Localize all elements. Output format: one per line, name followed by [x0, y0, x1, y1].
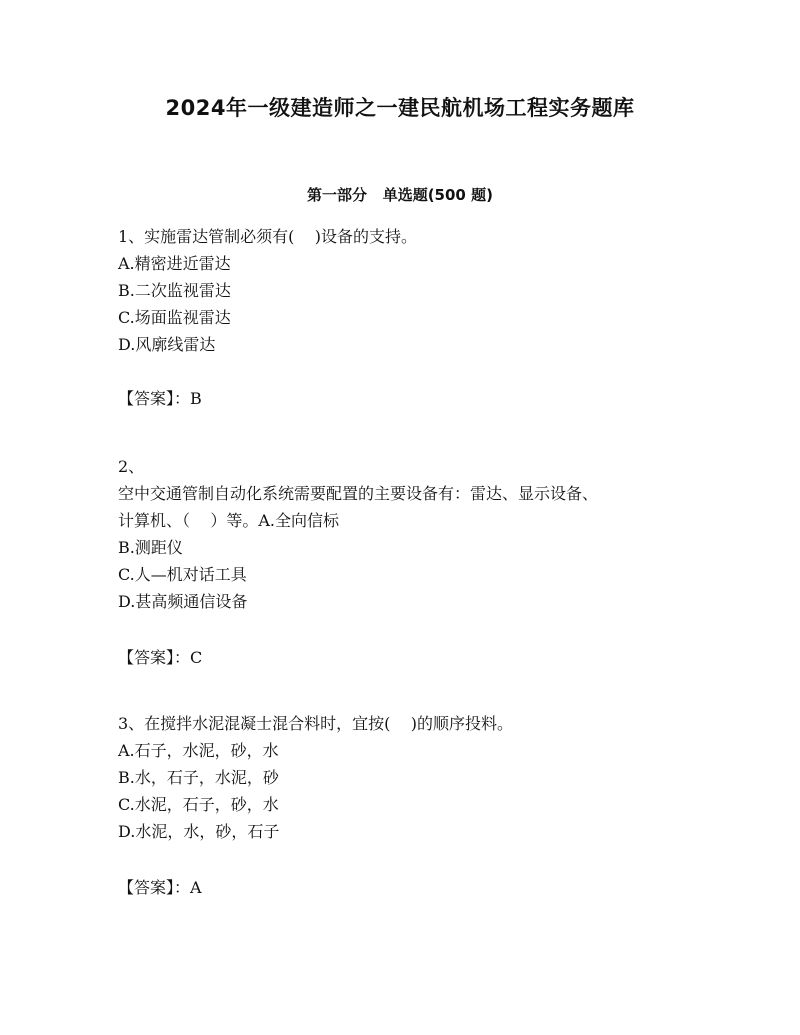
question-1-answer: 【答案】：B — [118, 389, 202, 408]
question-2-option-d: D.甚高频通信设备 — [118, 592, 248, 611]
question-1-option-d: D.风廓线雷达 — [118, 335, 216, 354]
question-1-option-c: C.场面监视雷达 — [118, 308, 231, 327]
question-3-option-a: A.石子，水泥，砂，水 — [118, 741, 279, 760]
question-3-option-b: B.水，石子，水泥，砂 — [118, 768, 279, 787]
question-2-option-b: B.测距仪 — [118, 538, 183, 557]
question-3-option-c: C.水泥，石子，砂，水 — [118, 795, 279, 814]
document-title: 2024年一级建造师之一建民航机场工程实务题库 — [165, 96, 635, 120]
question-3-option-d: D.水泥，水，砂，石子 — [118, 822, 280, 841]
question-1-stem: 1、实施雷达管制必须有( )设备的支持。 — [118, 227, 418, 246]
section-title: 第一部分 单选题(500 题) — [307, 186, 493, 204]
question-2-option-c: C.人—机对话工具 — [118, 565, 247, 584]
question-3-stem: 3、在搅拌水泥混凝士混合料时，宜按( )的顺序投料。 — [118, 714, 514, 733]
question-1-option-b: B.二次监视雷达 — [118, 281, 231, 300]
question-2-stem-line-1: 空中交通管制自动化系统需要配置的主要设备有：雷达、显示设备、 — [118, 484, 599, 503]
question-2-stem-line-2: 计算机、（ ）等。A.全向信标 — [118, 511, 339, 530]
question-2-number: 2、 — [118, 457, 145, 476]
question-2-answer: 【答案】：C — [118, 648, 203, 667]
question-1-option-a: A.精密进近雷达 — [118, 254, 231, 273]
question-3-answer: 【答案】：A — [118, 878, 202, 897]
